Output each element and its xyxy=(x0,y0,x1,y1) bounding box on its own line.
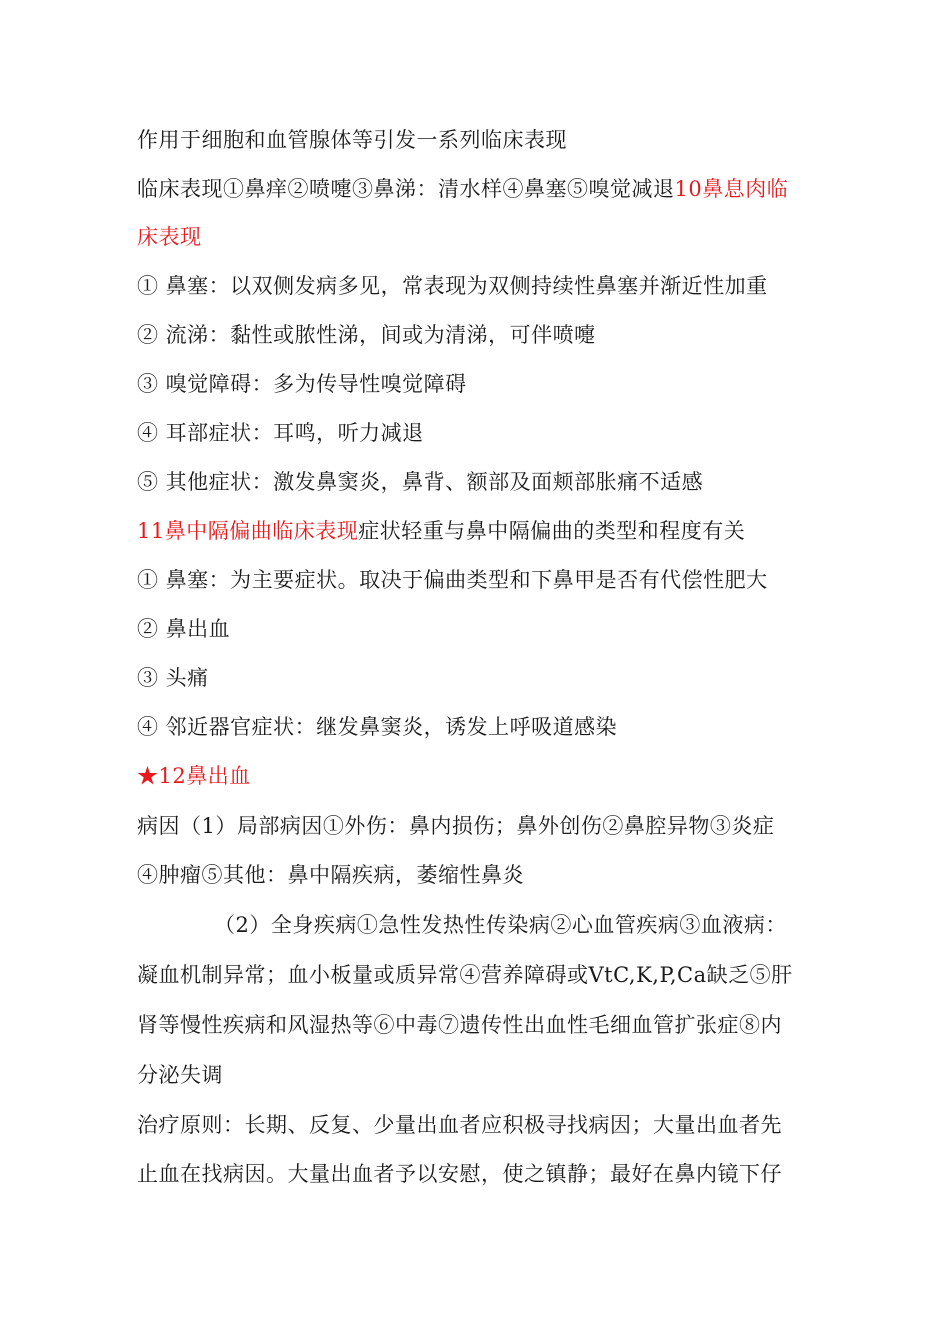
list-item xyxy=(137,271,768,301)
text-line-intro xyxy=(137,125,567,155)
line-text: ③ 头痛 xyxy=(137,666,209,690)
line-text: 分泌失调 xyxy=(137,1063,223,1087)
line-text: ③ 嗅觉障碍：多为传导性嗅觉障碍 xyxy=(137,372,467,396)
line-text: 治疗原则：长期、反复、少量出血者应积极寻找病因；大量出血者先 xyxy=(137,1113,782,1137)
list-item xyxy=(137,663,209,693)
line-text: （2）全身疾病①急性发热性传染病②心血管疾病③血液病： xyxy=(214,913,787,937)
section-heading-11: 11鼻中隔偏曲临床表现 xyxy=(137,519,359,543)
text-line-systemic xyxy=(214,910,787,940)
line-text: ① 鼻塞：以双侧发病多见，常表现为双侧持续性鼻塞并渐近性加重 xyxy=(137,274,768,298)
line-text: 症状轻重与鼻中隔偏曲的类型和程度有关 xyxy=(358,519,746,543)
line-text: ④ 耳部症状：耳鸣，听力减退 xyxy=(137,421,424,445)
list-item xyxy=(137,418,424,448)
line-text: 床表现 xyxy=(137,225,202,249)
list-item xyxy=(137,614,230,644)
list-item xyxy=(137,369,467,399)
text-line-cause xyxy=(137,860,524,890)
line-text: ★12鼻出血 xyxy=(137,764,251,788)
list-item xyxy=(137,467,703,497)
text-line-section-11 xyxy=(137,516,745,546)
line-text: ④肿瘤⑤其他：鼻中隔疾病，萎缩性鼻炎 xyxy=(137,863,524,887)
line-text: 肾等慢性疾病和风湿热等⑥中毒⑦遗传性出血性毛细血管扩张症⑧内 xyxy=(137,1013,782,1037)
line-text: 止血在找病因。大量出血者予以安慰，使之镇静；最好在鼻内镜下仔 xyxy=(137,1162,782,1186)
line-text: 作用于细胞和血管腺体等引发一系列临床表现 xyxy=(137,128,567,152)
section-heading-10: 10鼻息肉临 xyxy=(674,177,789,201)
line-text: ② 鼻出血 xyxy=(137,617,231,641)
line-text: ⑤ 其他症状：激发鼻窦炎，鼻背、额部及面颊部胀痛不适感 xyxy=(137,470,704,494)
text-line-treatment xyxy=(137,1110,782,1140)
text-line-systemic xyxy=(137,1060,223,1090)
line-text: ④ 邻近器官症状：继发鼻窦炎，诱发上呼吸道感染 xyxy=(137,715,618,739)
section-heading-12 xyxy=(137,761,251,791)
list-item xyxy=(137,712,617,742)
line-text: ② 流涕：黏性或脓性涕，间或为清涕，可伴喷嚏 xyxy=(137,323,596,347)
list-item xyxy=(137,565,768,595)
text-line-cause xyxy=(137,811,774,841)
line-text: ① 鼻塞：为主要症状。取决于偏曲类型和下鼻甲是否有代偿性肥大 xyxy=(137,568,768,592)
line-text: 凝血机制异常；血小板量或质异常④营养障碍或VtC,K,P,Ca缺乏⑤肝 xyxy=(137,963,793,987)
text-line-treatment xyxy=(137,1159,782,1189)
line-text: 病因（1）局部病因①外伤：鼻内损伤；鼻外创伤②鼻腔异物③炎症 xyxy=(137,814,775,838)
text-line-systemic xyxy=(137,960,793,990)
line-text: 临床表现①鼻痒②喷嚏③鼻涕：清水样④鼻塞⑤嗅觉减退 xyxy=(137,177,675,201)
text-line-systemic xyxy=(137,1010,782,1040)
section-heading-10-continued xyxy=(137,222,202,252)
list-item xyxy=(137,320,596,350)
text-line-clinical xyxy=(137,174,788,204)
